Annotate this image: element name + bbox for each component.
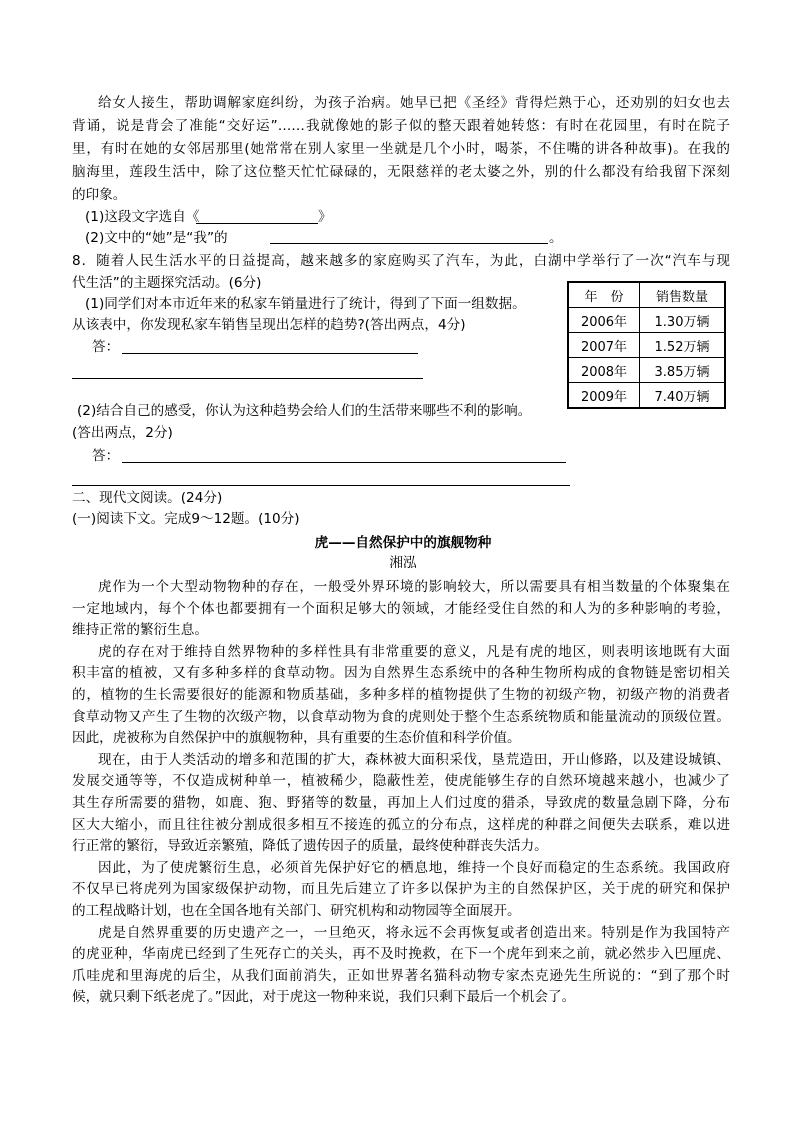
- article-line: 虎作为一个大型动物物种的存在，一般受外界环境的影响较大，所以需要具有相当数量的个体聚集在: [98, 579, 730, 595]
- question-8-2: (2)结合自己的感受，你认为这种趋势会给人们的生活带来哪些不利的影响。: [77, 403, 532, 419]
- answer-label: 答：: [92, 339, 120, 355]
- article-line: 发展交通等等，不仅造成树种单一，植被稀少，隐蔽性差，使虎能够生存的自然环境越来越小，也减少了: [72, 773, 730, 789]
- answer-line-8-2a[interactable]: [122, 462, 566, 463]
- article-line: 的虎亚种，华南虎已经到了生死存亡的关头，再不及时挽救，在下一个虎年到来之前，就必然步入巴厘虎、: [72, 946, 730, 962]
- article-line: 区大大缩小，而且往往被分割成很多相互不接连的孤立的分布点，这样虎的种群之间便失去联系，难以进: [72, 817, 730, 833]
- article-line: 因此，虎被称为自然保护中的旗舰物种，具有重要的生态价值和科学价值。: [72, 730, 521, 746]
- question-8-stem: 8．随着人民生活水平的日益提高，越来越多的家庭购买了汽车，为此，白湖中学举行了一次“汽车与现: [72, 253, 730, 269]
- sales-cell: 1.30万辆: [640, 308, 726, 333]
- section-heading: 二、现代文阅读。(24分): [72, 490, 223, 506]
- article-line: 不仅早已将虎列为国家级保护动物，而且先后建立了许多以保护为主的自然保护区，关于虎的研究和保护: [72, 881, 730, 897]
- question-7-1-suffix: 》: [318, 209, 332, 225]
- answer-line-8-1a[interactable]: [122, 353, 418, 354]
- article-line: 爪哇虎和里海虎的后尘，从我们面前消失，正如世界著名猫科动物专家杰克逊先生所说的：“到了那个时: [72, 968, 730, 984]
- question-8-stem: 代生活”的主题探究活动。(6分): [72, 275, 262, 291]
- sales-cell: 1.52万辆: [640, 333, 726, 358]
- excerpt-line: 里，有时在她的女邻居那里(她常常在别人家里一坐就是几个小时，喝茶，不住嘴的讲各种故事)。在我的: [72, 141, 730, 157]
- article-line: 因此，为了使虎繁衍生息，必须首先保护好它的栖息地，维持一个良好而稳定的生态系统。我国政府: [98, 860, 730, 876]
- question-7-1: (1)这段文字选自《: [85, 209, 200, 225]
- car-sales-table: [567, 281, 726, 409]
- table-header-row: [568, 282, 725, 308]
- article-author: 湘泓: [389, 555, 417, 571]
- excerpt-line: 的印象。: [72, 187, 127, 203]
- table-row: [568, 333, 725, 358]
- table-row: [568, 308, 725, 333]
- article-line: 食草动物又产生了生物的次级产物，以食草动物为食的虎则处于整个生态系统物质和能量流动的顶级位置。: [72, 709, 730, 725]
- article-line: 一定地域内，每个个体也都要拥有一个面积足够大的领域，才能经受住自然的和人为的多种影响的考验，: [72, 601, 730, 617]
- year-cell: 2007年: [568, 333, 640, 358]
- article-line: 维持正常的繁衍生息。: [72, 622, 208, 638]
- question-8-2: (答出两点，2分): [72, 425, 173, 441]
- year-cell: 2009年: [568, 383, 640, 409]
- article-line: 的工程战略计划，也在全国各地有关部门、研究机构和动物园等全面展开。: [72, 903, 521, 919]
- excerpt-line: 给女人接生，帮助调解家庭纠纷，为孩子治病。她早已把《圣经》背得烂熟于心，还劝别的妇女也去: [98, 95, 730, 111]
- answer-blank-q1[interactable]: [196, 223, 318, 224]
- table-row: [568, 383, 725, 409]
- article-line: 现在，由于人类活动的增多和范围的扩大，森林被大面积采伐，垦荒造田，开山修路，以及建设城镇、: [98, 752, 730, 768]
- header-year: 年 份: [568, 282, 640, 308]
- header-sales: 销售数量: [640, 282, 726, 308]
- sales-cell: 3.85万辆: [640, 358, 726, 383]
- excerpt-line: 脑海里，莲段生活中，除了这位整天忙忙碌碌的，无限慈祥的老太婆之外，别的什么都没有给我留下深刻: [72, 164, 730, 180]
- article-title: 虎——自然保护中的旗舰物种: [314, 535, 492, 551]
- year-cell: 2008年: [568, 358, 640, 383]
- article-line: 其生存所需要的猎物，如鹿、狍、野猪等的数量，再加上人们过度的猎杀，导致虎的数量急剧下降，分布: [72, 795, 730, 811]
- article-line: 虎的存在对于维持自然界物种的多样性具有非常重要的意义，凡是有虎的地区，则表明该地既有大面: [98, 644, 730, 660]
- answer-line-8-1b[interactable]: [72, 378, 423, 379]
- excerpt-line: 背诵，说是背会了准能“交好运”……我就像她的影子似的整天跟着她转悠：有时在花园里，有时在院子: [72, 118, 730, 134]
- article-line: 积丰富的植被，又有多种多样的食草动物。因为自然界生态系统中的各种生物所构成的食物链是密切相关: [72, 665, 730, 681]
- sales-cell: 7.40万辆: [640, 383, 726, 409]
- answer-blank-q2[interactable]: [270, 243, 548, 244]
- question-7-2-suffix: 。: [549, 230, 563, 246]
- article-line: 行正常的繁衍，导致近亲繁殖，降低了遗传因子的质量，最终使种群丧失活力。: [72, 838, 548, 854]
- article-line: 的，植物的生长需要很好的能源和物质基础，多种多样的植物提供了生物的初级产物，初级产物的消费者: [72, 687, 730, 703]
- reading-instruction: (一)阅读下文。完成9～12题。(10分): [72, 511, 300, 527]
- question-8-1: 从该表中，你发现私家车销售呈现出怎样的趋势?(答出两点，4分): [72, 317, 466, 333]
- article-line: 虎是自然界重要的历史遗产之一，一旦绝灭，将永远不会再恢复或者创造出来。特别是作为我国特产: [98, 925, 730, 941]
- answer-label: 答：: [92, 448, 120, 464]
- table-row: [568, 358, 725, 383]
- answer-line-8-2b[interactable]: [72, 485, 570, 486]
- question-7-2: (2)文中的“她”是“我”的: [85, 230, 228, 246]
- question-8-1: (1)同学们对本市近年来的私家车销量进行了统计，得到了下面一组数据。: [85, 296, 526, 312]
- article-line: 候，就只剩下纸老虎了。”因此，对于虎这一物种来说，我们只剩下最后一个机会了。: [72, 989, 576, 1005]
- year-cell: 2006年: [568, 308, 640, 333]
